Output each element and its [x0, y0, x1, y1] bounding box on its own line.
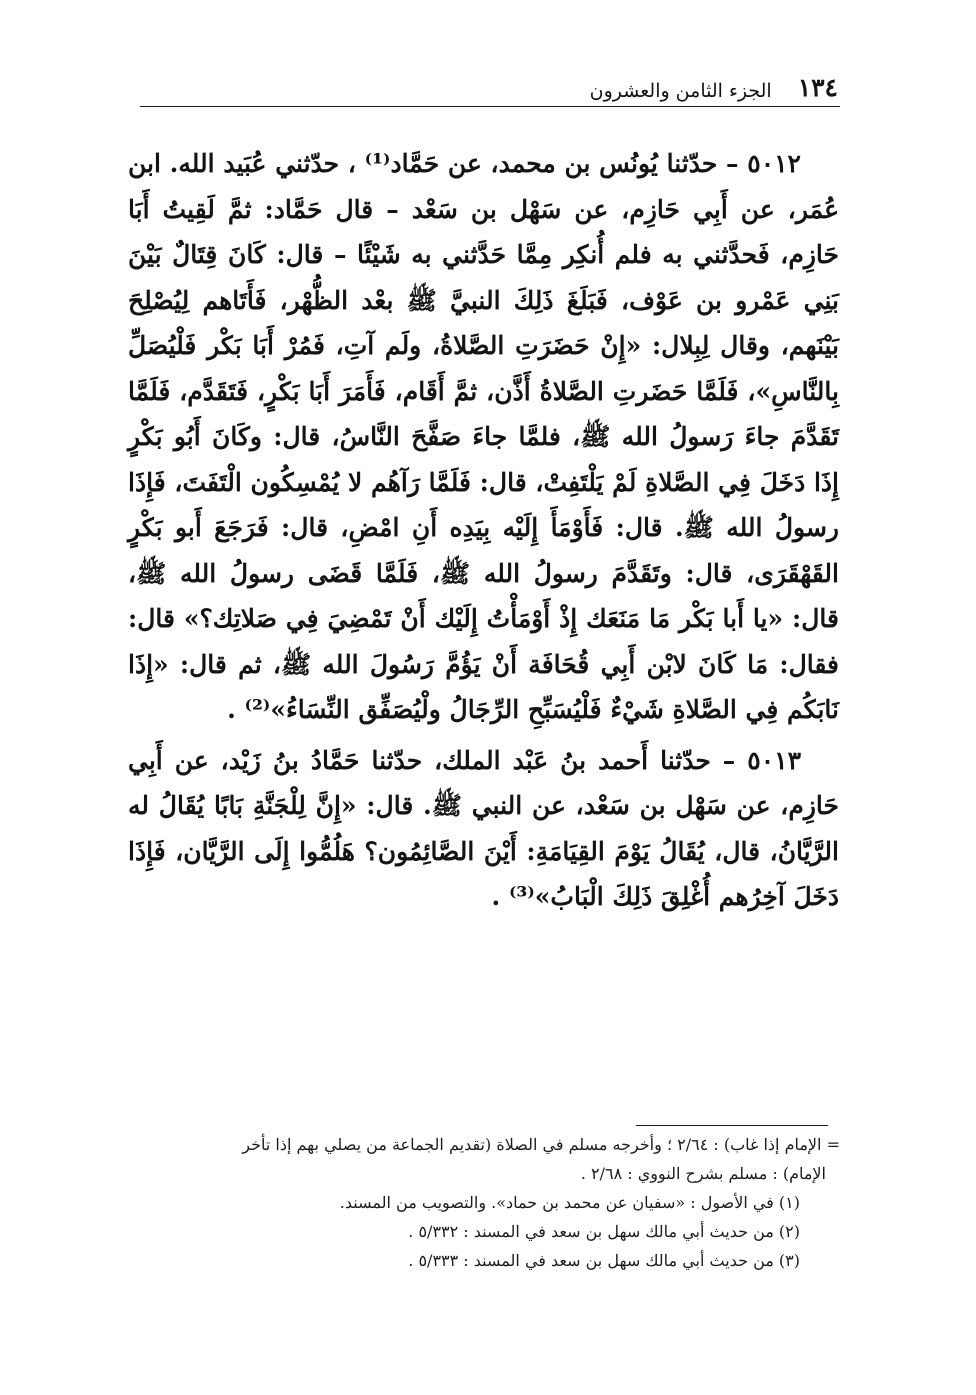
footnote-1: (١) في الأصول : «سفيان عن محمد بن حماد». والتصويب من المسند.: [339, 1193, 800, 1212]
hadith-number: ٥٠١٣: [747, 745, 801, 775]
main-text: [128, 141, 839, 920]
footnote-3: (٣) من حديث أبي مالك سهل بن سعد في المسند : ٥/٣٣٣ .: [408, 1251, 800, 1270]
footnotes: [140, 1130, 840, 1275]
running-title: الجزء الثامن والعشرون: [589, 80, 772, 102]
hadith-number: ٥٠١٢: [747, 149, 801, 178]
hadith-5013: [128, 738, 839, 920]
hadith-text: – حدّثنا يُونُس بن محمد، عن حَمَّاد⁽¹⁾ ، حدّثني عُبَيد الله. ابن عُمَر، عن أَبِي حَازِم، عن سَهْل بن سَعْد – قال حَمَّاد: ثمَّ لَقِيتُ أَبَا حَازِم، فَحدَّثني به فلم أُنكِر مِمَّا حَدَّثني به شَيْئًا – قال: كَانَ قِتَالٌ بَيْنَ بَنِي عَمْرو بن عَوْف، فَبَلَغَ ذَلِكَ النبيَّ ﷺ بعْد الظُّهْر، فَأَتَاهم لِيُصْلِحَ بَيْنَهم، وقال لِبِلال: «إِنْ حَضَرَتِ الصَّلاةُ، ولَم آتِ، فَمُرْ أَبَا بَكْر فَلْيُصَلِّ بِالنَّاسِ»، فَلَمَّا حَضَرتِ الصَّلاةُ أَذَّن، ثمَّ أَقَام، فَأَمَرَ أَبَا بَكْرٍ، فَتَقَدَّم، فَلَمَّا تَقَدَّمَ جاءَ رَسولُ الله ﷺ، فلمَّا جاءَ صَفَّحَ النَّاسُ، قال: وكَانَ أَبُو بَكْرٍ إِذَا دَخَلَ فِي الصَّلاةِ لَمْ يَلْتَفِتْ، قال: فَلَمَّا رَآهُم لا يُمْسِكُون الْتَفَتَ، فَإِذَا رسولُ الله ﷺ. قال: فَأَوْمَأَ إِلَيْه بِيَدِه أَنِ امْضِ، قال: فَرَجَعَ أَبو بَكْرٍ القَهْقَرَى، قال: وتَقَدَّمَ رسولُ الله ﷺ، فَلَمَّا قَضَى رسولُ الله ﷺ، قال: «يا أَبا بَكْر مَا مَنَعَك إِذْ أَوْمَأْتُ إِلَيْك أَنْ تَمْضِيَ فِي صَلاتِك؟» قال: فقال: مَا كَانَ لابْن أَبِي قُحَافَة أَنْ يَؤُمَّ رَسُولَ الله ﷺ، ثم قال: «إِذَا نَابَكُم فِي الصَّلاةِ شَيْءٌ فَلْيُسَبِّحِ الرِّجَالُ ولْيُصَفِّق النِّسَاءُ»⁽²⁾ .: [128, 149, 839, 724]
footnote-divider: [636, 1125, 828, 1126]
hadith-text: – حدّثنا أَحمد بنُ عَبْد الملك، حدّثنا حَمَّادُ بنُ زَيْد، عن أَبِي حَازِم، عن سَهْل بن سَعْد، عن النبي ﷺ. قال: «إِنَّ لِلْجَنَّةِ بَابًا يُقَالُ له الرَّيَّانُ، قال، يُقَالُ يَوْمَ القِيَامَةِ: أَيْنَ الصَّائِمُون؟ هَلُمُّوا إِلَى الرَّيَّان، فَإِذَا دَخَلَ آخِرُهم أُغْلِقَ ذَلِكَ الْبَابُ»⁽³⁾ .: [128, 745, 839, 911]
footnote-continuation: = الإمام إذا غاب) : ٢/٦٤ ؛ وأخرجه مسلم في الصلاة (تقديم الجماعة من يصلي بهم إذا تأخر: [242, 1135, 840, 1154]
hadith-5012: [128, 141, 839, 733]
footnote-2: (٢) من حديث أبي مالك سهل بن سعد في المسند : ٥/٣٣٢ .: [408, 1222, 800, 1241]
page-header: [140, 66, 838, 102]
footnote-continuation: الإمام) : مسلم بشرح النووي : ٢/٦٨ .: [580, 1164, 826, 1183]
page-number: ١٣٤: [797, 73, 838, 102]
header-divider: [140, 106, 840, 107]
